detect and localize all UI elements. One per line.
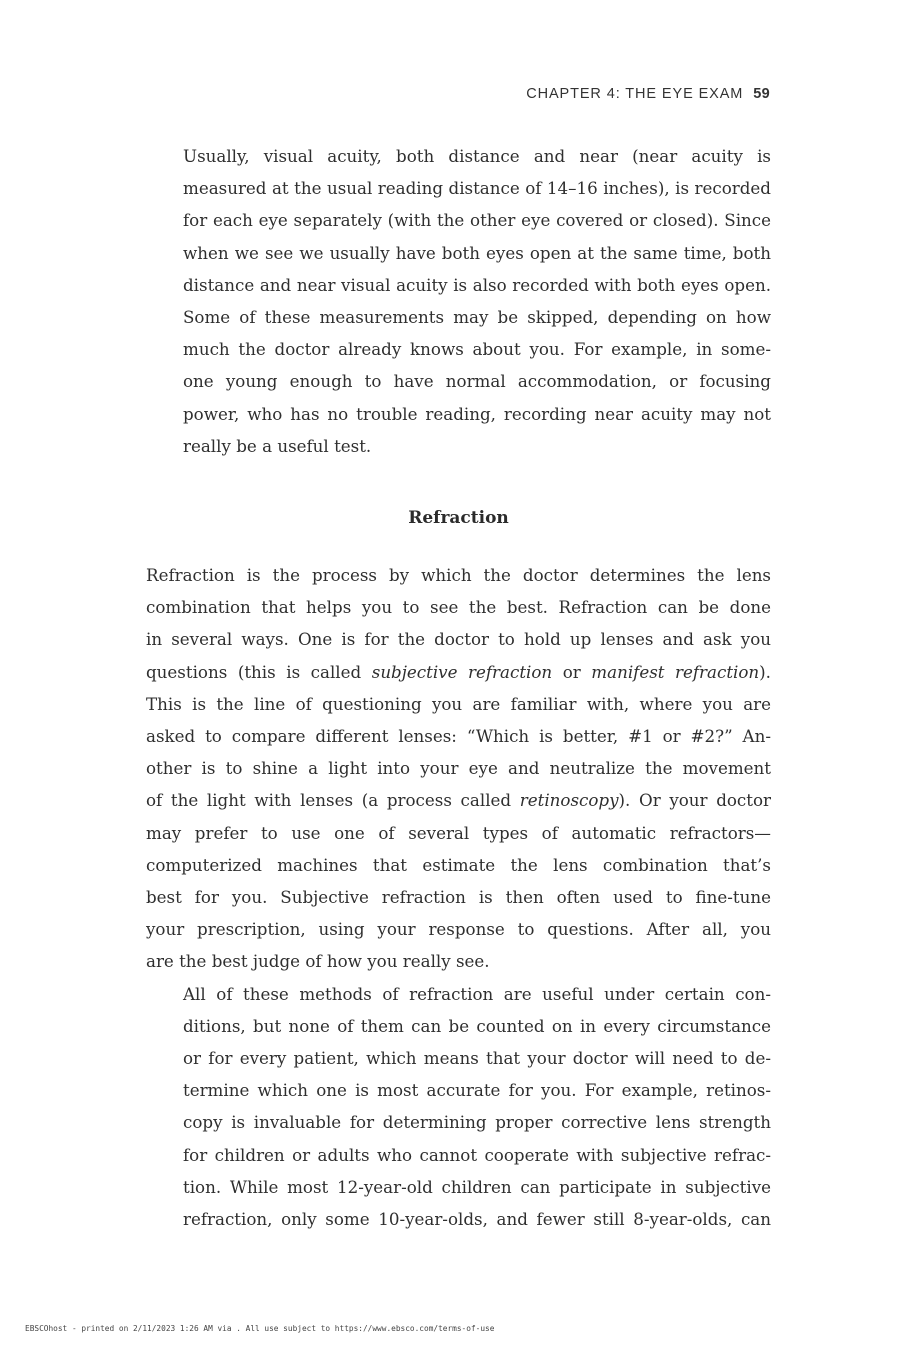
chapter-title: CHAPTER 4: THE EYE EXAM (526, 86, 744, 102)
text-fragment: questions (this is called (146, 661, 372, 682)
text-line: much the doctor already knows about you. For example, in some- (183, 339, 771, 360)
paragraph-refraction-accuracy (146, 978, 771, 1236)
text-line: in several ways. One is for the doctor to hold up lenses and ask you (146, 629, 771, 650)
text-line: refraction, only some 10-year-olds, and fewer still 8-year-olds, can (183, 1209, 771, 1230)
term-manifest-refraction: manifest refraction (591, 661, 760, 682)
refraction-section-body (146, 559, 771, 1235)
text-line: or for every patient, which means that your doctor will need to de- (183, 1048, 771, 1069)
text-line (146, 656, 771, 688)
text-line: combination that helps you to see the best. Refraction can be done (146, 597, 771, 618)
section-heading-refraction: Refraction (408, 508, 509, 528)
text-line: All of these methods of refraction are useful under certain con- (183, 983, 771, 1004)
running-head (526, 86, 770, 102)
text-line: Usually, visual acuity, both distance and near (near acuity is (183, 146, 771, 166)
text-line: one young enough to have normal accommodation, or focusing (183, 371, 771, 392)
text-line: copy is invaluable for determining proper corrective lens strength (183, 1112, 771, 1133)
text-line: for each eye separately (with the other eye covered or closed). Since (183, 210, 771, 231)
text-line: This is the line of questioning you are familiar with, where you are (146, 693, 771, 714)
text-line: Some of these measurements may be skipped, depending on how (183, 307, 771, 328)
print-footer: EBSCOhost - printed on 2/11/2023 1:26 AM via . All use subject to https://www.ebsco.com/terms-of-use (25, 1324, 495, 1333)
text-fragment: ). Or your doctor (618, 790, 771, 811)
text-line: tion. While most 12-year-old children can participate in subjective (183, 1176, 771, 1197)
text-line: may prefer to use one of several types of automatic refractors— (146, 822, 771, 843)
text-line: for children or adults who cannot cooperate with subjective refrac- (183, 1144, 771, 1165)
text-line (146, 784, 771, 816)
text-line: best for you. Subjective refraction is then often used to fine-tune (146, 887, 771, 908)
text-line: measured at the usual reading distance of 14–16 inches), is recorded (183, 178, 771, 199)
text-line: your prescription, using your response to questions. After all, you (146, 919, 771, 940)
text-line: really be a useful test. (183, 435, 372, 456)
text-line: ditions, but none of them can be counted on in every circumstance (183, 1015, 771, 1036)
text-line: distance and near visual acuity is also recorded with both eyes open. (183, 274, 771, 295)
text-line: computerized machines that estimate the lens combination that’s (146, 854, 771, 875)
term-retinoscopy: retinoscopy (519, 790, 619, 811)
text-line: other is to shine a light into your eye and neutralize the movement (146, 758, 771, 779)
text-line: power, who has no trouble reading, recording near acuity may not (183, 403, 771, 424)
term-subjective-refraction: subjective refraction (371, 661, 553, 682)
paragraph-visual-acuity (146, 140, 771, 462)
paragraph-refraction-methods (146, 559, 771, 978)
text-line: are the best judge of how you really see. (146, 951, 490, 972)
text-line: Refraction is the process by which the doctor determines the lens (146, 565, 771, 585)
text-line: when we see we usually have both eyes open at the same time, both (183, 242, 771, 263)
text-fragment: or (552, 661, 592, 682)
text-fragment: of the light with lenses (a process called (146, 790, 520, 811)
page-number: 59 (753, 86, 770, 102)
text-line: termine which one is most accurate for you. For example, retinos- (183, 1080, 771, 1101)
text-line: asked to compare different lenses: “Which is better, #1 or #2?” An- (146, 726, 771, 747)
text-fragment: ). (759, 661, 771, 682)
